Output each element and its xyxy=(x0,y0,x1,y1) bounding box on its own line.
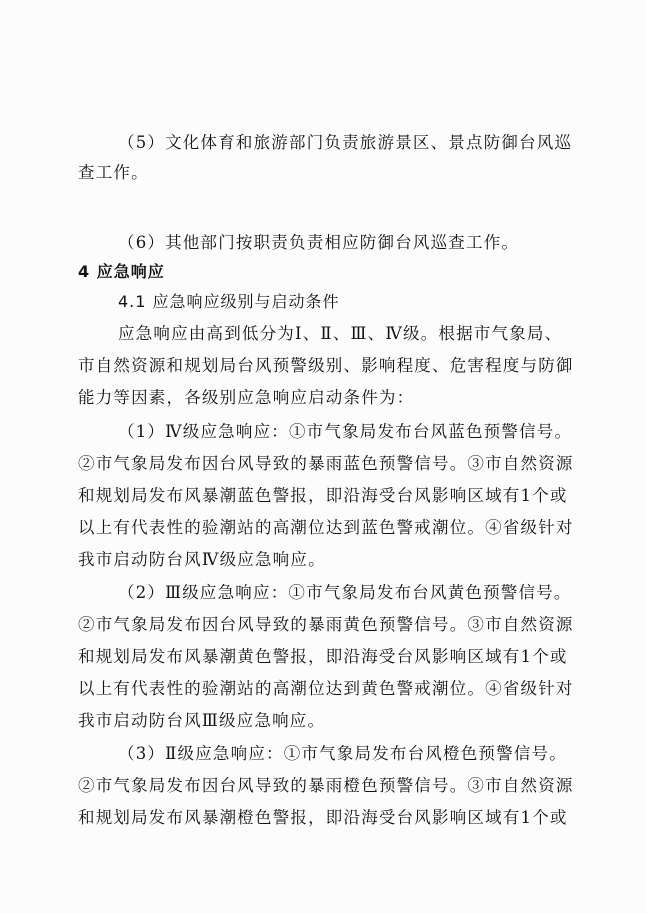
paragraph-6-line-1: （6）其他部门按职责负责相应防御台风巡查工作。 xyxy=(118,233,520,252)
intro-line-2: 市自然资源和规划局台风预警级别、影响程度、危害程度与防御 xyxy=(78,356,574,375)
level-2-line-3: 和规划局发布风暴潮橙色警报，即沿海受台风影响区域有1个或 xyxy=(78,808,568,827)
level-2-line-2: ②市气象局发布因台风导致的暴雨橙色预警信号。③市自然资源 xyxy=(78,776,574,795)
level-4-line-4: 以上有代表性的验潮站的高潮位达到蓝色警戒潮位。④省级针对 xyxy=(78,518,574,537)
section-4-heading: 4 应急响应 xyxy=(78,262,165,281)
paragraph-5-line-1: （5）文化体育和旅游部门负责旅游景区、景点防御台风巡 xyxy=(118,133,573,152)
level-4-line-5: 我市启动防台风Ⅳ级应急响应。 xyxy=(78,550,326,569)
level-3-line-5: 我市启动防台风Ⅲ级应急响应。 xyxy=(78,711,326,730)
intro-line-3: 能力等因素，各级别应急响应启动条件为： xyxy=(78,388,415,407)
intro-line-1: 应急响应由高到低分为Ⅰ、Ⅱ、Ⅲ、Ⅳ级。根据市气象局、 xyxy=(118,324,563,343)
paragraph-5-line-2: 查工作。 xyxy=(78,163,149,182)
level-3-line-4: 以上有代表性的验潮站的高潮位达到黄色警戒潮位。④省级针对 xyxy=(78,679,574,698)
level-4-line-2: ②市气象局发布因台风导致的暴雨蓝色预警信号。③市自然资源 xyxy=(78,454,574,473)
section-4-1-heading: 4.1 应急响应级别与启动条件 xyxy=(118,292,340,311)
level-2-line-1: （3）Ⅱ级应急响应：①市气象局发布台风橙色预警信号。 xyxy=(118,744,567,763)
level-4-line-3: 和规划局发布风暴潮蓝色警报，即沿海受台风影响区域有1个或 xyxy=(78,486,568,505)
level-3-line-1: （2）Ⅲ级应急响应：①市气象局发布台风黄色预警信号。 xyxy=(118,583,572,602)
level-4-line-1: （1）Ⅳ级应急响应：①市气象局发布台风蓝色预警信号。 xyxy=(118,422,573,441)
level-3-line-2: ②市气象局发布因台风导致的暴雨黄色预警信号。③市自然资源 xyxy=(78,615,574,634)
level-3-line-3: 和规划局发布风暴潮黄色警报，即沿海受台风影响区域有1个或 xyxy=(78,647,568,666)
